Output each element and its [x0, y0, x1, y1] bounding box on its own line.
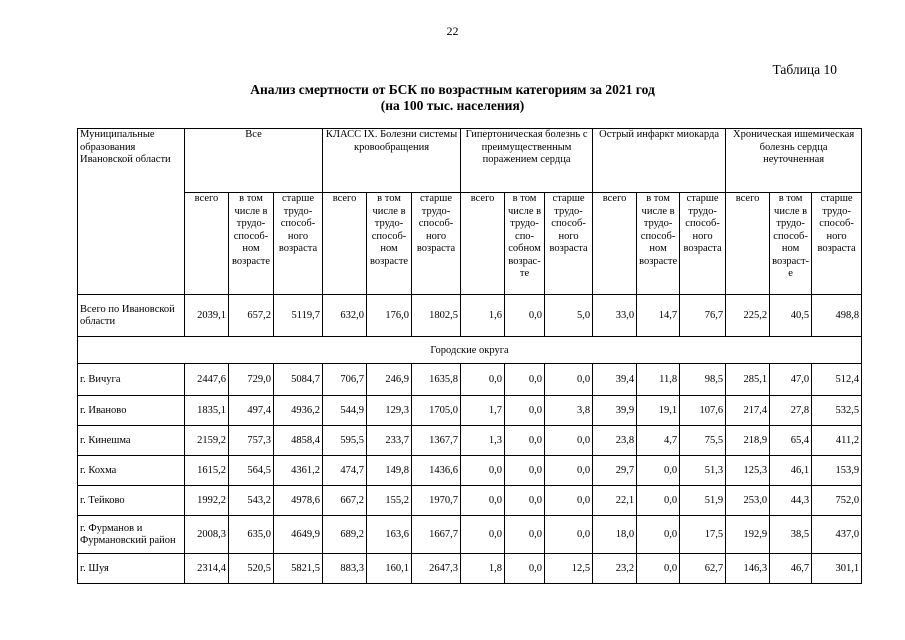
value-cell: 65,4 [770, 426, 812, 456]
value-cell: 498,8 [812, 295, 862, 337]
value-cell: 543,2 [229, 486, 274, 516]
value-cell: 883,3 [323, 554, 367, 584]
value-cell: 38,5 [770, 516, 812, 554]
group-header-infarction: Острый инфаркт миокарда [593, 129, 726, 193]
value-cell: 1,6 [461, 295, 505, 337]
value-cell: 76,7 [680, 295, 726, 337]
header-row [78, 129, 862, 193]
value-cell: 98,5 [680, 364, 726, 396]
mortality-table [77, 128, 862, 584]
value-cell: 0,0 [545, 456, 593, 486]
value-cell: 4,7 [637, 426, 680, 456]
table-row [78, 396, 862, 426]
value-cell: 1970,7 [412, 486, 461, 516]
total-row [78, 295, 862, 337]
row-name: г. Шуя [78, 554, 185, 584]
value-cell: 0,0 [545, 486, 593, 516]
value-cell: 595,5 [323, 426, 367, 456]
value-cell: 18,0 [593, 516, 637, 554]
subheader-cell: в том числе в трудо-способ-ном возраст-е [770, 193, 812, 295]
value-cell: 27,8 [770, 396, 812, 426]
value-cell: 163,6 [367, 516, 412, 554]
subheader-cell: в том числе в трудо-способ-ном возрасте [637, 193, 680, 295]
row-name: г. Тейково [78, 486, 185, 516]
subheader-cell: старше трудо-способ-ного возраста [680, 193, 726, 295]
value-cell: 146,3 [726, 554, 770, 584]
value-cell: 752,0 [812, 486, 862, 516]
table-row [78, 456, 862, 486]
value-cell: 1992,2 [185, 486, 229, 516]
value-cell: 51,3 [680, 456, 726, 486]
value-cell: 301,1 [812, 554, 862, 584]
value-cell: 33,0 [593, 295, 637, 337]
value-cell: 5084,7 [274, 364, 323, 396]
group-header-class-ix: КЛАСС IX. Болезни системы кровообращения [323, 129, 461, 193]
value-cell: 497,4 [229, 396, 274, 426]
value-cell: 4858,4 [274, 426, 323, 456]
value-cell: 437,0 [812, 516, 862, 554]
row-name: г. Фурманов и Фурмановский район [78, 516, 185, 554]
value-cell: 29,7 [593, 456, 637, 486]
table-row [78, 554, 862, 584]
value-cell: 2008,3 [185, 516, 229, 554]
value-cell: 19,1 [637, 396, 680, 426]
subheader-cell: в том числе в трудо-способ-ном возрасте [229, 193, 274, 295]
page-number: 22 [446, 24, 459, 38]
value-cell: 0,0 [637, 456, 680, 486]
value-cell: 2647,3 [412, 554, 461, 584]
value-cell: 635,0 [229, 516, 274, 554]
value-cell: 1635,8 [412, 364, 461, 396]
group-header-hypertensive: Гипертоническая болезнь с преимущественным поражением сердца [461, 129, 593, 193]
title-line-2: (на 100 тыс. населения) [380, 98, 525, 113]
value-cell: 0,0 [461, 364, 505, 396]
value-cell: 51,9 [680, 486, 726, 516]
value-cell: 2447,6 [185, 364, 229, 396]
value-cell: 160,1 [367, 554, 412, 584]
section-row [78, 337, 862, 364]
table-row [78, 426, 862, 456]
row-name: г. Вичуга [78, 364, 185, 396]
value-cell: 0,0 [505, 295, 545, 337]
value-cell: 1367,7 [412, 426, 461, 456]
value-cell: 0,0 [637, 554, 680, 584]
value-cell: 0,0 [461, 486, 505, 516]
value-cell: 411,2 [812, 426, 862, 456]
value-cell: 253,0 [726, 486, 770, 516]
value-cell: 0,0 [505, 456, 545, 486]
value-cell: 0,0 [637, 516, 680, 554]
value-cell: 217,4 [726, 396, 770, 426]
value-cell: 1,3 [461, 426, 505, 456]
group-header-chronic-ischemic: Хроническая ишемическая болезнь сердца неуточненная [726, 129, 862, 193]
value-cell: 225,2 [726, 295, 770, 337]
title-line-1: Анализ смертности от БСК по возрастным категориям за 2021 год [250, 82, 655, 97]
value-cell: 512,4 [812, 364, 862, 396]
value-cell: 4978,6 [274, 486, 323, 516]
value-cell: 1615,2 [185, 456, 229, 486]
subheader-cell: в том числе в трудо-спо-собном возрас-те [505, 193, 545, 295]
subheader-cell: старше трудо-способ-ного возраста [274, 193, 323, 295]
value-cell: 0,0 [461, 516, 505, 554]
subheader-cell: всего [323, 193, 367, 295]
municipality-header: Муниципальные образования Ивановской области [78, 129, 185, 295]
value-cell: 1835,1 [185, 396, 229, 426]
value-cell: 107,6 [680, 396, 726, 426]
value-cell: 657,2 [229, 295, 274, 337]
value-cell: 176,0 [367, 295, 412, 337]
subheader-cell: в том числе в трудо-способ-ном возрасте [367, 193, 412, 295]
value-cell: 218,9 [726, 426, 770, 456]
value-cell: 532,5 [812, 396, 862, 426]
value-cell: 75,5 [680, 426, 726, 456]
table-title [0, 82, 905, 114]
table-row [78, 486, 862, 516]
value-cell: 0,0 [637, 486, 680, 516]
subheader-cell: всего [185, 193, 229, 295]
value-cell: 3,8 [545, 396, 593, 426]
value-cell: 23,2 [593, 554, 637, 584]
value-cell: 0,0 [505, 426, 545, 456]
value-cell: 474,7 [323, 456, 367, 486]
value-cell: 12,5 [545, 554, 593, 584]
city-rows [78, 364, 862, 584]
table-label: Таблица 10 [772, 62, 837, 77]
value-cell: 0,0 [461, 456, 505, 486]
value-cell: 5,0 [545, 295, 593, 337]
value-cell: 5821,5 [274, 554, 323, 584]
value-cell: 1705,0 [412, 396, 461, 426]
value-cell: 62,7 [680, 554, 726, 584]
value-cell: 11,8 [637, 364, 680, 396]
value-cell: 729,0 [229, 364, 274, 396]
value-cell: 153,9 [812, 456, 862, 486]
value-cell: 1,7 [461, 396, 505, 426]
value-cell: 667,2 [323, 486, 367, 516]
value-cell: 44,3 [770, 486, 812, 516]
subheader-cell: старше трудо-способ-ного возраста [812, 193, 862, 295]
value-cell: 155,2 [367, 486, 412, 516]
value-cell: 23,8 [593, 426, 637, 456]
value-cell: 125,3 [726, 456, 770, 486]
value-cell: 17,5 [680, 516, 726, 554]
value-cell: 39,9 [593, 396, 637, 426]
value-cell: 192,9 [726, 516, 770, 554]
value-cell: 520,5 [229, 554, 274, 584]
row-name: Всего по Ивановской области [78, 295, 185, 337]
value-cell: 246,9 [367, 364, 412, 396]
value-cell: 1667,7 [412, 516, 461, 554]
table-row [78, 516, 862, 554]
subheader-cell: старше трудо-способ-ного возраста [412, 193, 461, 295]
subheader-cell: старше трудо-способ-ного возраста [545, 193, 593, 295]
value-cell: 4936,2 [274, 396, 323, 426]
row-name: г. Иваново [78, 396, 185, 426]
value-cell: 1802,5 [412, 295, 461, 337]
value-cell: 757,3 [229, 426, 274, 456]
value-cell: 4361,2 [274, 456, 323, 486]
value-cell: 46,1 [770, 456, 812, 486]
value-cell: 706,7 [323, 364, 367, 396]
value-cell: 0,0 [505, 486, 545, 516]
value-cell: 564,5 [229, 456, 274, 486]
value-cell: 632,0 [323, 295, 367, 337]
value-cell: 0,0 [545, 516, 593, 554]
value-cell: 46,7 [770, 554, 812, 584]
value-cell: 2314,4 [185, 554, 229, 584]
value-cell: 22,1 [593, 486, 637, 516]
value-cell: 544,9 [323, 396, 367, 426]
value-cell: 129,3 [367, 396, 412, 426]
value-cell: 1436,6 [412, 456, 461, 486]
subheader-cell: всего [593, 193, 637, 295]
value-cell: 285,1 [726, 364, 770, 396]
value-cell: 0,0 [505, 364, 545, 396]
value-cell: 40,5 [770, 295, 812, 337]
subheader-cell: всего [726, 193, 770, 295]
value-cell: 5119,7 [274, 295, 323, 337]
value-cell: 2039,1 [185, 295, 229, 337]
value-cell: 4649,9 [274, 516, 323, 554]
section-label: Городские округа [78, 337, 862, 364]
value-cell: 149,8 [367, 456, 412, 486]
value-cell: 39,4 [593, 364, 637, 396]
value-cell: 0,0 [505, 396, 545, 426]
value-cell: 0,0 [505, 516, 545, 554]
subheader-cell: всего [461, 193, 505, 295]
row-name: г. Кохма [78, 456, 185, 486]
value-cell: 0,0 [545, 426, 593, 456]
value-cell: 689,2 [323, 516, 367, 554]
value-cell: 1,8 [461, 554, 505, 584]
row-name: г. Кинешма [78, 426, 185, 456]
value-cell: 14,7 [637, 295, 680, 337]
value-cell: 47,0 [770, 364, 812, 396]
value-cell: 2159,2 [185, 426, 229, 456]
value-cell: 0,0 [505, 554, 545, 584]
subheader-row [78, 193, 862, 295]
value-cell: 0,0 [545, 364, 593, 396]
group-header-all: Все [185, 129, 323, 193]
table-row [78, 364, 862, 396]
value-cell: 233,7 [367, 426, 412, 456]
